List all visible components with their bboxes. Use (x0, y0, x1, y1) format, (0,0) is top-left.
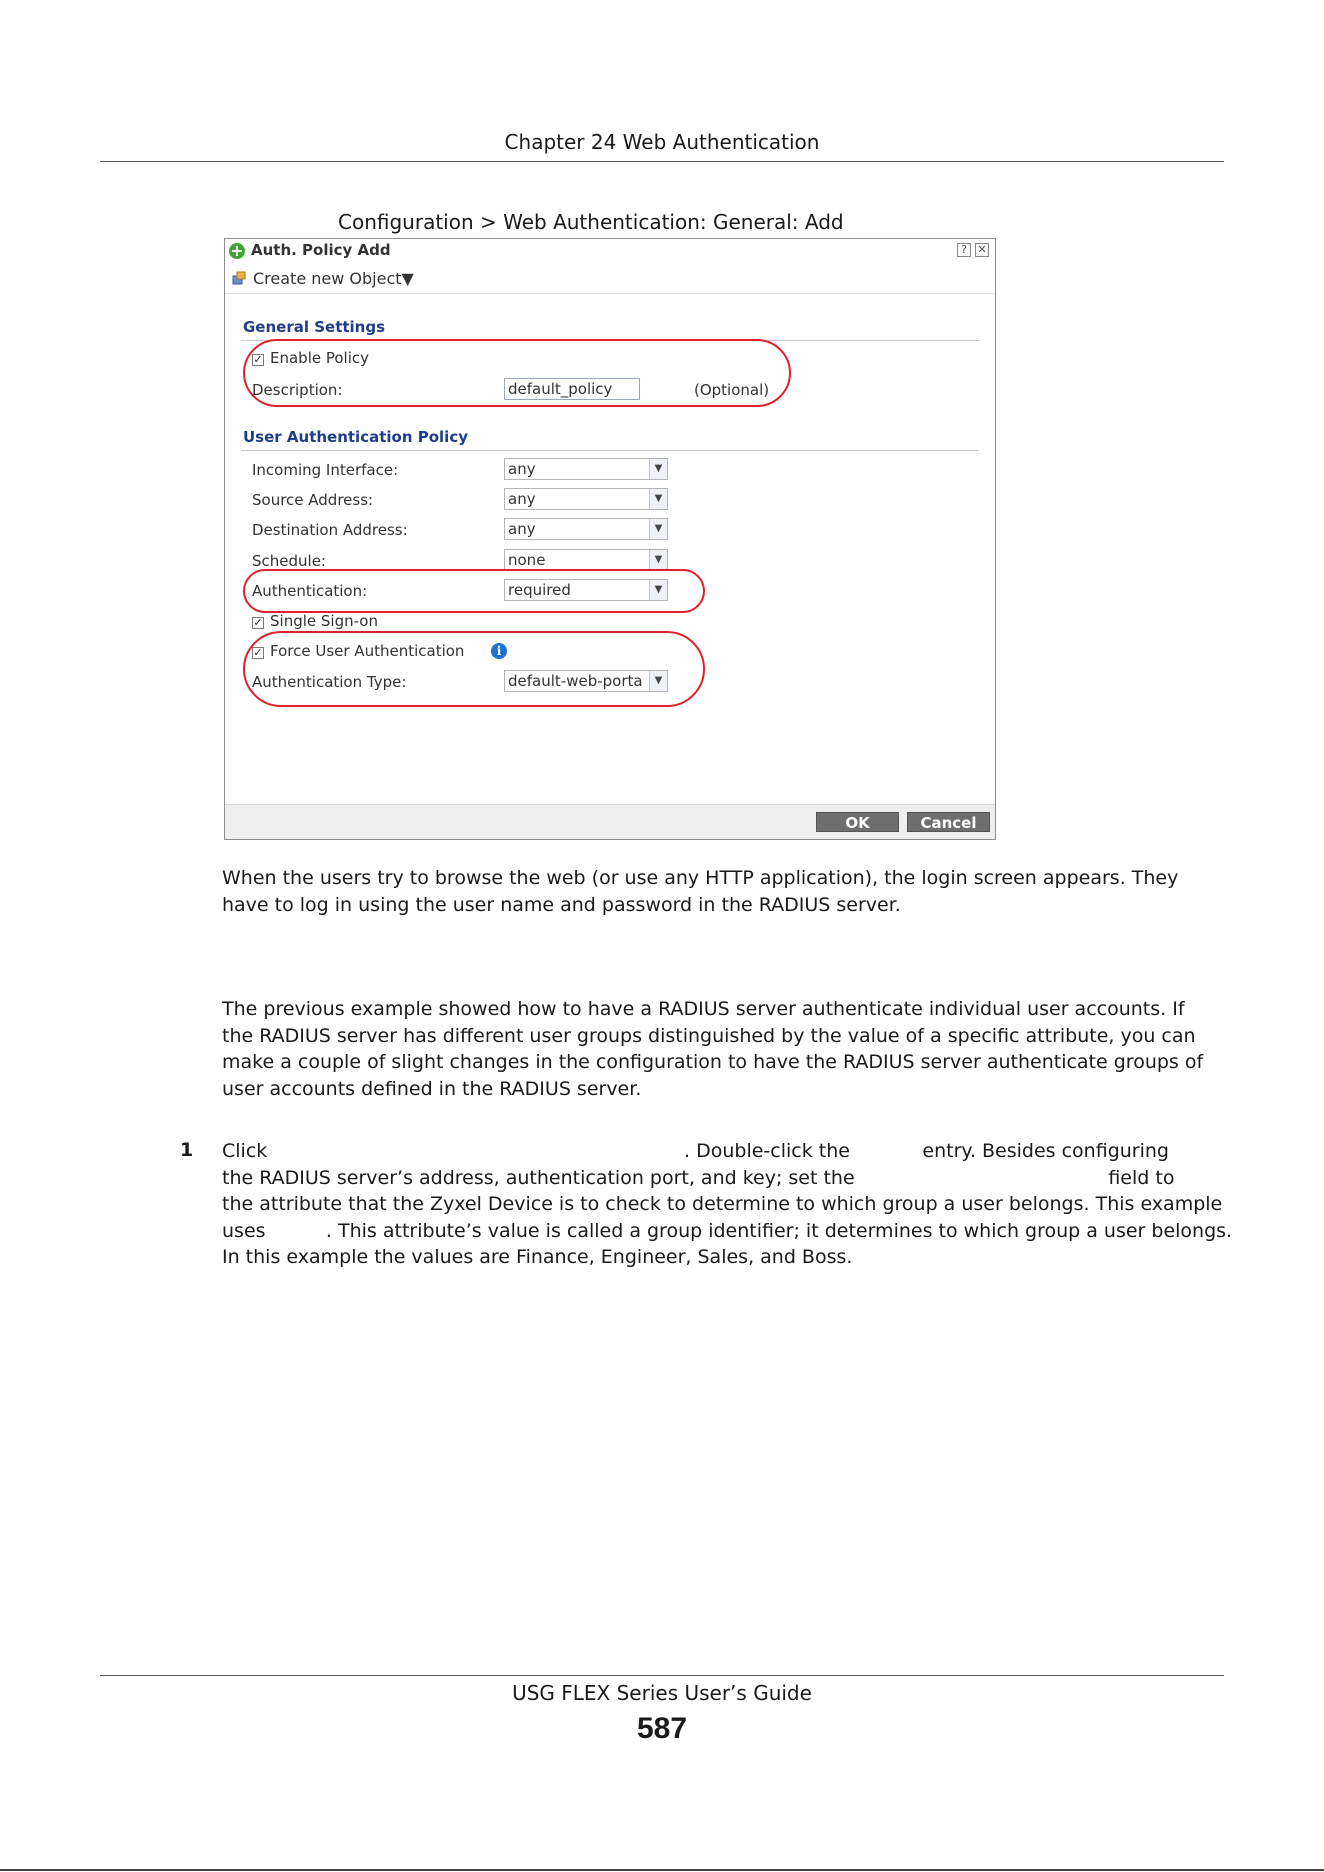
user-auth-policy-title: User Authentication Policy (243, 428, 468, 446)
text-line: uses . This attribute’s value is called a group identifier; it determines to which group a user belongs. (222, 1219, 1233, 1242)
single-sign-on-checkbox[interactable]: ✓ (253, 616, 263, 629)
ok-button[interactable]: OK (816, 812, 899, 832)
enable-policy-checkbox[interactable]: ✓ (253, 353, 263, 366)
step-number: 1 (180, 1139, 194, 1161)
optional-note: (Optional) (694, 381, 770, 399)
chevron-down-icon: ▼ (649, 489, 667, 509)
dialog-footer (225, 804, 995, 839)
general-settings-title: General Settings (243, 318, 386, 336)
text-line: the attribute that the Zyxel Device is to check to determine to which group a user belongs. This example (222, 1193, 1223, 1216)
description-label: Description: (252, 381, 343, 399)
incoming-interface-label: Incoming Interface: (252, 461, 399, 479)
highlight-oval (243, 631, 705, 707)
schedule-select[interactable] (504, 549, 668, 571)
step-1-text (222, 1138, 1233, 1271)
destination-address-select[interactable] (504, 518, 668, 540)
source-address-select[interactable] (504, 488, 668, 510)
text-line: user accounts defined in the RADIUS server. (222, 1077, 642, 1100)
chevron-down-icon: ▼ (649, 671, 667, 691)
description-input[interactable]: default_policy (504, 378, 640, 400)
source-address-value: any (508, 490, 536, 508)
object-icon (232, 271, 246, 285)
bottom-edge-rule (0, 1869, 1324, 1871)
close-icon[interactable]: ✕ (975, 243, 989, 257)
text-line: The previous example showed how to have a RADIUS server authenticate individual user accounts. If (222, 998, 1185, 1020)
text-line: In this example the values are Finance, Engineer, Sales, and Boss. (222, 1246, 853, 1269)
authentication-value: required (508, 581, 571, 599)
cancel-button[interactable]: Cancel (907, 812, 990, 832)
auth-type-value: default-web-porta (508, 672, 643, 690)
single-sign-on-label: Single Sign-on (270, 612, 378, 630)
text-line: Click . Double-click the entry. Besides configuring (222, 1140, 1169, 1162)
section-divider (241, 450, 979, 451)
info-icon[interactable]: i (491, 643, 507, 659)
question-icon[interactable]: ? (957, 243, 971, 257)
incoming-interface-select[interactable] (504, 458, 668, 480)
guide-title: USG FLEX Series User’s Guide (512, 1681, 812, 1705)
source-address-label: Source Address: (252, 491, 374, 509)
chevron-down-icon: ▼ (649, 519, 667, 539)
page-number: 587 (636, 1712, 688, 1745)
force-user-auth-label: Force User Authentication (270, 642, 465, 660)
text-line: make a couple of slight changes in the configuration to have the RADIUS server authenticate groups of (222, 1051, 1204, 1074)
dialog-toolbar (225, 265, 995, 294)
auth-type-label: Authentication Type: (252, 673, 407, 691)
text-line: the RADIUS server has different user groups distinguished by the value of a specific attribute, you can (222, 1024, 1196, 1047)
chevron-down-icon: ▼ (649, 580, 667, 600)
header-rule (100, 161, 1224, 162)
dialog-title: Auth. Policy Add (251, 241, 391, 259)
text-line: have to log in using the user name and password in the RADIUS server. (222, 893, 901, 916)
force-user-auth-checkbox[interactable]: ✓ (253, 646, 263, 659)
schedule-label: Schedule: (252, 552, 326, 570)
highlight-oval (243, 339, 791, 407)
figure-caption: Configuration > Web Authentication: General: Add (338, 210, 844, 234)
authentication-label: Authentication: (252, 582, 368, 600)
chevron-down-icon: ▼ (649, 550, 667, 570)
incoming-interface-value: any (508, 460, 536, 478)
running-head: Chapter 24 Web Authentication (504, 130, 820, 154)
highlight-oval (243, 569, 705, 613)
chevron-down-icon: ▼ (649, 459, 667, 479)
schedule-value: none (508, 551, 546, 569)
enable-policy-label: Enable Policy (270, 349, 370, 367)
text-line: the RADIUS server’s address, authentication port, and key; set the field to (222, 1166, 1175, 1189)
destination-address-label: Destination Address: (252, 521, 408, 539)
paragraph-radius-groups (222, 996, 1222, 1102)
add-icon: + (230, 241, 244, 260)
auth-policy-add-dialog (224, 238, 996, 840)
destination-address-value: any (508, 520, 536, 538)
dialog-title-bar (225, 239, 995, 263)
text-line: When the users try to browse the web (or use any HTTP application), the login screen appears. They (222, 867, 1179, 889)
create-new-object-menu[interactable]: Create new Object▼ (253, 269, 414, 288)
footer-rule (100, 1675, 1224, 1676)
paragraph-login-screen (222, 865, 1222, 918)
